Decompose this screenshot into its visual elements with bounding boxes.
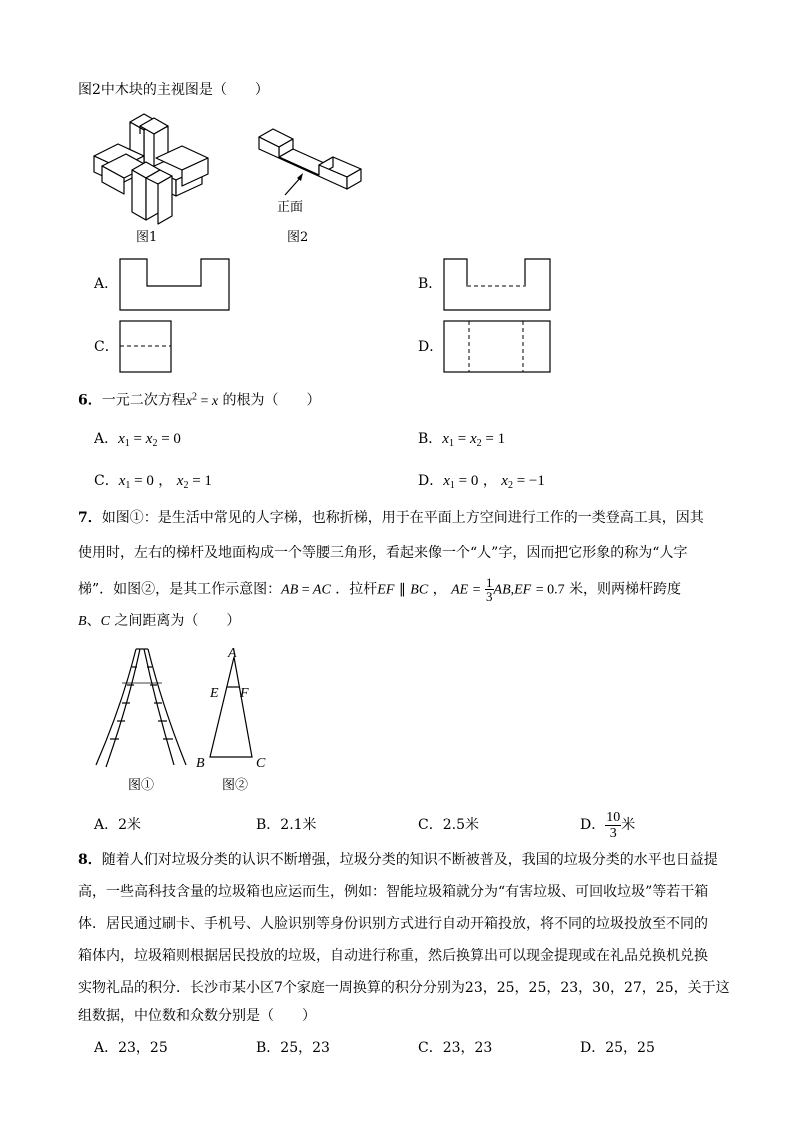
q8-option-b[interactable]: B．25，23 (256, 1040, 330, 1056)
q5-option-c-label[interactable]: C． (94, 339, 119, 355)
q5-stem: 图2中木块的主视图是（ ） (78, 82, 269, 98)
q5-option-b-label[interactable]: B． (418, 276, 443, 292)
q6-option-c[interactable]: C．$x_1 = 0$ ， $x_2 = 1$ (94, 473, 212, 491)
q6-option-a[interactable]: A．$x_1 = x_2 = 0$ (94, 431, 181, 449)
q8-line4: 箱体内，垃圾箱则根据居民投放的垃圾，自动进行称重，然后换算出可以现金提现或在礼品兑换机兑换 (78, 948, 708, 964)
q6-option-b[interactable]: B．$x_1 = x_2 = 1$ (418, 431, 506, 449)
q5-option-a-figure (119, 258, 231, 312)
q6-number: 6． (78, 392, 102, 409)
q7-label-e: E (210, 686, 219, 701)
q6-equation: $x^2 = x$ (185, 391, 219, 409)
q5-option-a-label[interactable]: A． (94, 276, 119, 292)
q5-option-c-figure (119, 320, 173, 374)
q7-fig2-caption: 图② (222, 778, 249, 793)
q8-line5: 实物礼品的积分．长沙市某小区7个家庭一周换算的积分分别为23，25，25，23，30，27，25，关于这 (78, 980, 730, 996)
q7-label-a: A (228, 646, 237, 661)
q7-line3: 梯”．如图②，是其工作示意图：AB = AC ．拉杆EF ∥ BC ， AE = $\frac{1}{3}$ AB,EF = 0.7 米，则两梯杆跨度 (78, 575, 682, 604)
q8-line3: 体．居民通过刷卡、手机号、人脸识别等身份识别方式进行自动开箱投放，将不同的垃圾投放至不同的 (78, 916, 708, 932)
q7-fig1-caption: 图① (128, 778, 155, 793)
q8-line1: 8．随着人们对垃圾分类的认识不断增强，垃圾分类的知识不断被普及，我国的垃圾分类的水平也日益提 (78, 852, 718, 868)
q5-option-b-figure (443, 258, 553, 312)
q7-label-f: F (240, 686, 249, 701)
q5-fig2-caption: 图2 (287, 230, 309, 245)
q6-stem-pre: 一元二次方程 (101, 392, 186, 409)
q6-option-d[interactable]: D．$x_1 = 0$ ， $x_2 = -1$ (418, 473, 545, 491)
q7-option-a[interactable]: A．2米 (94, 817, 142, 833)
q8-option-a[interactable]: A．23，25 (94, 1040, 168, 1056)
q7-line1: 7．如图①：是生活中常见的人字梯，也称折梯，用于在平面上方空间进行工作的一类登高工具，因其 (78, 510, 704, 526)
q7-line4: B、C 之间距离为（ ） (78, 613, 241, 629)
fig2-wooden-block (255, 125, 365, 220)
q8-option-d[interactable]: D．25，25 (580, 1040, 655, 1056)
q8-line6: 组数据，中位数和众数分别是（ ） (78, 1008, 316, 1024)
q8-option-c[interactable]: C．23，23 (418, 1040, 493, 1056)
q8-line2: 高，一些高科技含量的垃圾箱也应运而生，例如：智能垃圾箱就分为“有害垃圾、可回收垃圾”等若干箱 (78, 884, 709, 900)
q7-fig2-triangle (194, 645, 274, 770)
fig1-luban-lock (92, 110, 212, 225)
q5-option-d-figure (443, 320, 553, 374)
q7-line2: 使用时，左右的梯杆及地面构成一个等腰三角形，看起来像一个“人”字，因而把它形象的称为“人字 (78, 545, 688, 561)
q7-option-d[interactable]: D． $\frac{10}{3}$ 米 (580, 809, 636, 841)
q5-fig1-caption: 图1 (136, 230, 158, 245)
q6-stem (78, 387, 321, 412)
q6-stem-post: 的根为（ ） (222, 392, 321, 409)
q5-option-d-label[interactable]: D． (418, 339, 444, 355)
q7-fig1-ladder (92, 645, 192, 770)
q7-label-c: C (256, 756, 266, 771)
q7-option-c[interactable]: C．2.5米 (418, 817, 479, 833)
q7-label-b: B (196, 756, 205, 771)
q7-option-b[interactable]: B．2.1米 (256, 817, 317, 833)
q5-arrow-label: 正面 (277, 200, 304, 215)
